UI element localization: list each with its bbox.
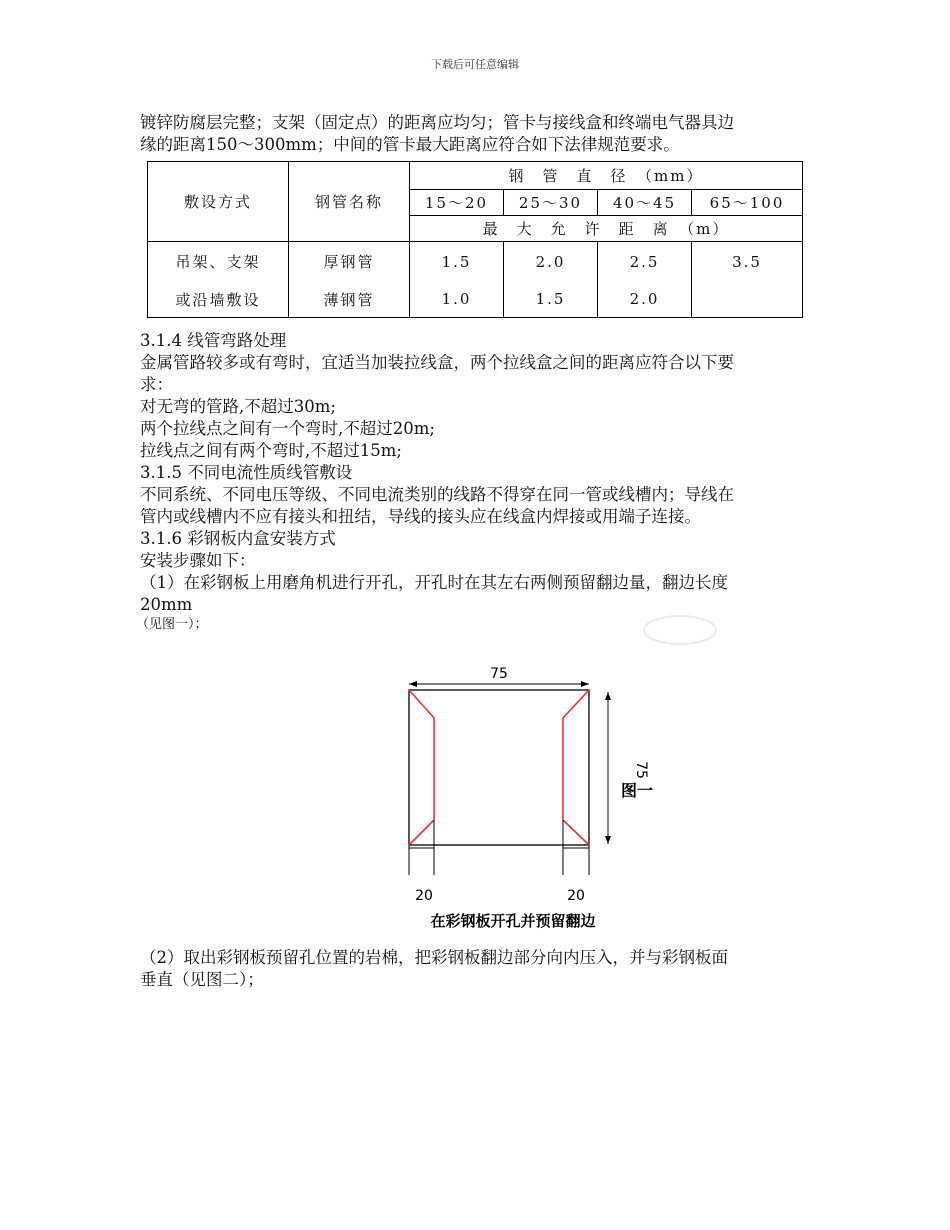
header-pipe-name: 钢管名称	[289, 162, 410, 242]
step-1-line-2: 20mm	[140, 595, 193, 614]
value-cell	[692, 282, 803, 318]
section-3-1-5-para-2: 管内或线槽内不应有接头和扭结，导线的接头应在线盒内焊接或用端子连接。	[140, 507, 701, 526]
section-3-1-5-heading: 3.1.5 不同电流性质线管敷设	[140, 463, 353, 482]
section-3-1-4-para-2: 求：	[140, 375, 173, 394]
figure-caption: 在彩钢板开孔并预留翻边	[430, 912, 596, 930]
arrow-head	[409, 681, 417, 687]
bottom-left-dimension-label: 20	[415, 888, 433, 904]
watermark-mark	[640, 610, 720, 650]
arrow-head	[605, 692, 611, 700]
arrow-head	[581, 681, 589, 687]
value-cell: 2.0	[598, 282, 692, 318]
intro-line-2: 缘的距离150～300mm；中间的管卡最大距离应符合如下法律规范要求。	[140, 135, 680, 154]
value-cell: 1.5	[410, 242, 504, 282]
method-line-2: 或沿墙敷设	[148, 282, 289, 318]
rule-no-bend: 对无弯的管路,不超过30m;	[140, 397, 336, 416]
right-dimension-label: 75	[633, 761, 649, 779]
intro-line-1: 镀锌防腐层完整；支架（固定点）的距离应均匀；管卡与接线盒和终端电气器具边	[140, 113, 734, 132]
step-1-figure-ref: （见图一）；	[136, 617, 208, 632]
figure-label: 图一	[620, 781, 653, 800]
header-method: 敷设方式	[148, 162, 289, 242]
step-2-line-1: （2）取出彩钢板预留孔位置的岩棉，把彩钢板翻边部分向内压入，并与彩钢板面	[140, 948, 728, 967]
page-header: 下载后可任意编辑	[431, 58, 519, 71]
right-flange-edge	[563, 690, 589, 845]
opening-outline	[409, 690, 589, 845]
left-flange-edge	[409, 690, 434, 845]
value-cell: 2.0	[504, 242, 598, 282]
table-row	[148, 242, 803, 282]
diameter-1: 15～20	[410, 190, 504, 216]
table-row	[148, 282, 803, 318]
section-3-1-6-heading: 3.1.6 彩钢板内盒安装方式	[140, 529, 336, 548]
top-dimension-label: 75	[490, 666, 508, 682]
diameter-2: 25～30	[504, 190, 598, 216]
step-2-line-2: 垂直（见图二）；	[140, 970, 264, 989]
section-3-1-5-para-1: 不同系统、不同电压等级、不同电流类别的线路不得穿在同一管或线槽内；导线在	[140, 485, 734, 504]
rule-two-bends: 拉线点之间有两个弯时,不超过15m;	[140, 441, 402, 460]
header-diameter: 钢 管 直 径 （mm）	[410, 162, 803, 190]
bottom-right-dimension-label: 20	[567, 888, 585, 904]
method-line-1: 吊架、支架	[148, 242, 289, 282]
diameter-4: 65～100	[692, 190, 803, 216]
figure-1-cut-diagram	[395, 660, 655, 940]
pipe-name: 厚钢管	[289, 242, 410, 282]
header-max-distance: 最 大 允 许 距 离 （m）	[410, 216, 803, 242]
step-1-line-1: （1）在彩钢板上用磨角机进行开孔，开孔时在其左右两侧预留翻边量，翻边长度	[140, 573, 728, 592]
arrow-head	[605, 836, 611, 844]
rule-one-bend: 两个拉线点之间有一个弯时,不超过20m;	[140, 419, 435, 438]
section-3-1-4-para-1: 金属管路较多或有弯时，宜适当加装拉线盒，两个拉线盒之间的距离应符合以下要	[140, 353, 734, 372]
conduit-clamp-spacing-table	[147, 161, 803, 318]
diameter-3: 40～45	[598, 190, 692, 216]
value-cell: 2.5	[598, 242, 692, 282]
pipe-name: 薄钢管	[289, 282, 410, 318]
value-cell: 3.5	[692, 242, 803, 282]
value-cell: 1.0	[410, 282, 504, 318]
steps-intro: 安装步骤如下：	[140, 551, 256, 570]
section-3-1-4-heading: 3.1.4 线管弯路处理	[140, 331, 287, 350]
value-cell: 1.5	[504, 282, 598, 318]
